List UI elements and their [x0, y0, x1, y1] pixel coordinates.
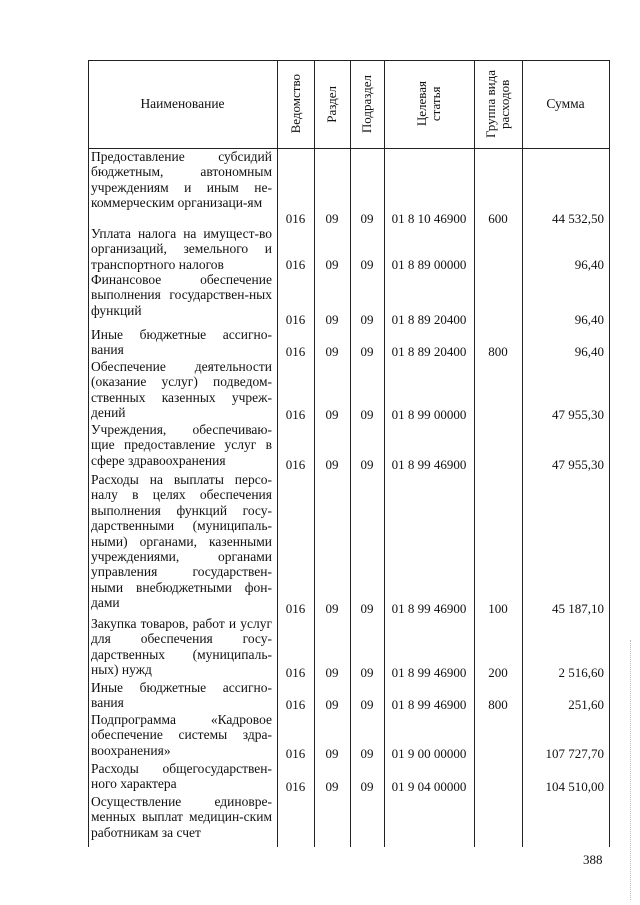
row-podrazdel: 09 [360, 343, 374, 359]
header-razdel: Раздел [324, 85, 339, 123]
row-podrazdel: 09 [360, 406, 374, 422]
table-row [88, 226, 609, 272]
table-row [88, 794, 609, 847]
row-name: Подпрограмма «Кадровое обеспечение системы здра-воохранения» [91, 712, 272, 758]
row-razdel: 09 [325, 256, 339, 272]
row-podrazdel: 09 [360, 311, 374, 327]
row-summa: 47 955,30 [552, 456, 604, 472]
budget-table [88, 60, 609, 847]
row-podrazdel: 09 [360, 210, 374, 226]
row-vedomstvo: 016 [285, 456, 306, 472]
row-celevaya: 01 9 00 00000 [391, 745, 467, 761]
row-vedomstvo: 016 [285, 406, 306, 422]
row-razdel: 09 [325, 778, 339, 794]
table-row [88, 272, 609, 327]
scan-edge-artifact [630, 640, 632, 900]
header-vedomstvo: Ведомство [287, 74, 303, 134]
row-name: Расходы на выплаты персо-налу в целях обеспечения выполнения функций госу-дарственными (муниципаль-ными) органами, казенными учреждениями, органами управления государствен-ными внебюджетными фон-дами [91, 472, 272, 611]
row-podrazdel: 09 [360, 256, 374, 272]
header-summa: Сумма [546, 96, 585, 111]
row-podrazdel: 09 [360, 456, 374, 472]
row-summa: 44 532,50 [552, 210, 604, 226]
row-vedomstvo: 016 [285, 696, 306, 712]
table-row [88, 327, 609, 359]
row-razdel: 09 [325, 456, 339, 472]
row-summa: 2 516,60 [558, 664, 604, 680]
row-name: Учреждения, обеспечиваю-щие предоставление услуг в сфере здравоохранения [91, 422, 272, 468]
row-celevaya: 01 8 99 46900 [391, 456, 467, 472]
row-celevaya: 01 9 04 00000 [391, 778, 467, 794]
col-divider [609, 60, 610, 847]
row-name: Обеспечение деятельности (оказание услуг) подведом-ственных казенных учреж-дений [91, 359, 272, 421]
row-name: Осуществление единовре-менных выплат медицин-ским работникам за счет [91, 794, 272, 840]
row-name: Закупка товаров, работ и услуг для обеспечения госу-дарственных (муниципаль-ных) нужд [91, 616, 272, 678]
row-summa: 96,40 [574, 311, 604, 327]
header-celevaya: Целевая статья [414, 81, 443, 127]
row-summa: 96,40 [574, 343, 604, 359]
table-row [88, 472, 609, 616]
row-name: Предоставление субсидий бюджетным, автономным учреждениям и иным не-коммерческим организаци-ям [91, 149, 272, 211]
table-row [88, 616, 609, 680]
row-podrazdel: 09 [360, 664, 374, 680]
page-number: 388 [583, 852, 603, 867]
table-row [88, 359, 609, 422]
header-name: Наименование [140, 96, 225, 111]
row-vedomstvo: 016 [285, 778, 306, 794]
row-celevaya: 01 8 99 46900 [391, 696, 467, 712]
row-podrazdel: 09 [360, 745, 374, 761]
row-celevaya: 01 8 10 46900 [391, 210, 467, 226]
row-razdel: 09 [325, 210, 339, 226]
row-razdel: 09 [325, 745, 339, 761]
row-celevaya: 01 8 89 20400 [391, 343, 467, 359]
row-razdel: 09 [325, 406, 339, 422]
row-gruppa: 800 [488, 696, 508, 712]
row-summa: 104 510,00 [545, 778, 604, 794]
header-podrazdel: Подраздел [359, 74, 374, 134]
row-razdel: 09 [325, 343, 339, 359]
row-razdel: 09 [325, 311, 339, 327]
row-razdel: 09 [325, 696, 339, 712]
row-name: Иные бюджетные ассигно-вания [91, 680, 272, 711]
row-podrazdel: 09 [360, 696, 374, 712]
header-gruppa: Группа вида расходов [483, 70, 512, 138]
row-summa: 107 727,70 [545, 745, 604, 761]
row-gruppa: 800 [488, 343, 508, 359]
row-summa: 47 955,30 [552, 406, 604, 422]
row-vedomstvo: 016 [285, 745, 306, 761]
row-name: Расходы общегосударствен-ного характера [91, 761, 272, 792]
row-celevaya: 01 8 99 46900 [391, 664, 467, 680]
table-row [88, 422, 609, 472]
table-row [88, 712, 609, 761]
row-podrazdel: 09 [360, 778, 374, 794]
row-podrazdel: 09 [360, 600, 374, 616]
row-gruppa: 200 [488, 664, 508, 680]
row-vedomstvo: 016 [285, 210, 306, 226]
row-vedomstvo: 016 [285, 343, 306, 359]
row-name: Иные бюджетные ассигно-вания [91, 327, 272, 358]
row-name: Финансовое обеспечение выполнения государствен-ных функций [91, 272, 272, 318]
row-razdel: 09 [325, 600, 339, 616]
table-row [88, 149, 609, 226]
row-name: Уплата налога на имущест-во организаций, земельного и транспортного налогов [91, 226, 272, 272]
row-razdel: 09 [325, 664, 339, 680]
row-vedomstvo: 016 [285, 664, 306, 680]
row-celevaya: 01 8 89 20400 [391, 311, 467, 327]
row-gruppa: 600 [488, 210, 508, 226]
row-gruppa: 100 [488, 600, 508, 616]
row-summa: 45 187,10 [552, 600, 604, 616]
table-row [88, 680, 609, 712]
table-row [88, 761, 609, 794]
row-summa: 96,40 [574, 256, 604, 272]
row-celevaya: 01 8 99 00000 [391, 406, 467, 422]
row-summa: 251,60 [568, 696, 604, 712]
row-vedomstvo: 016 [285, 600, 306, 616]
row-celevaya: 01 8 89 00000 [391, 256, 467, 272]
row-celevaya: 01 8 99 46900 [391, 600, 467, 616]
row-vedomstvo: 016 [285, 256, 306, 272]
row-vedomstvo: 016 [285, 311, 306, 327]
